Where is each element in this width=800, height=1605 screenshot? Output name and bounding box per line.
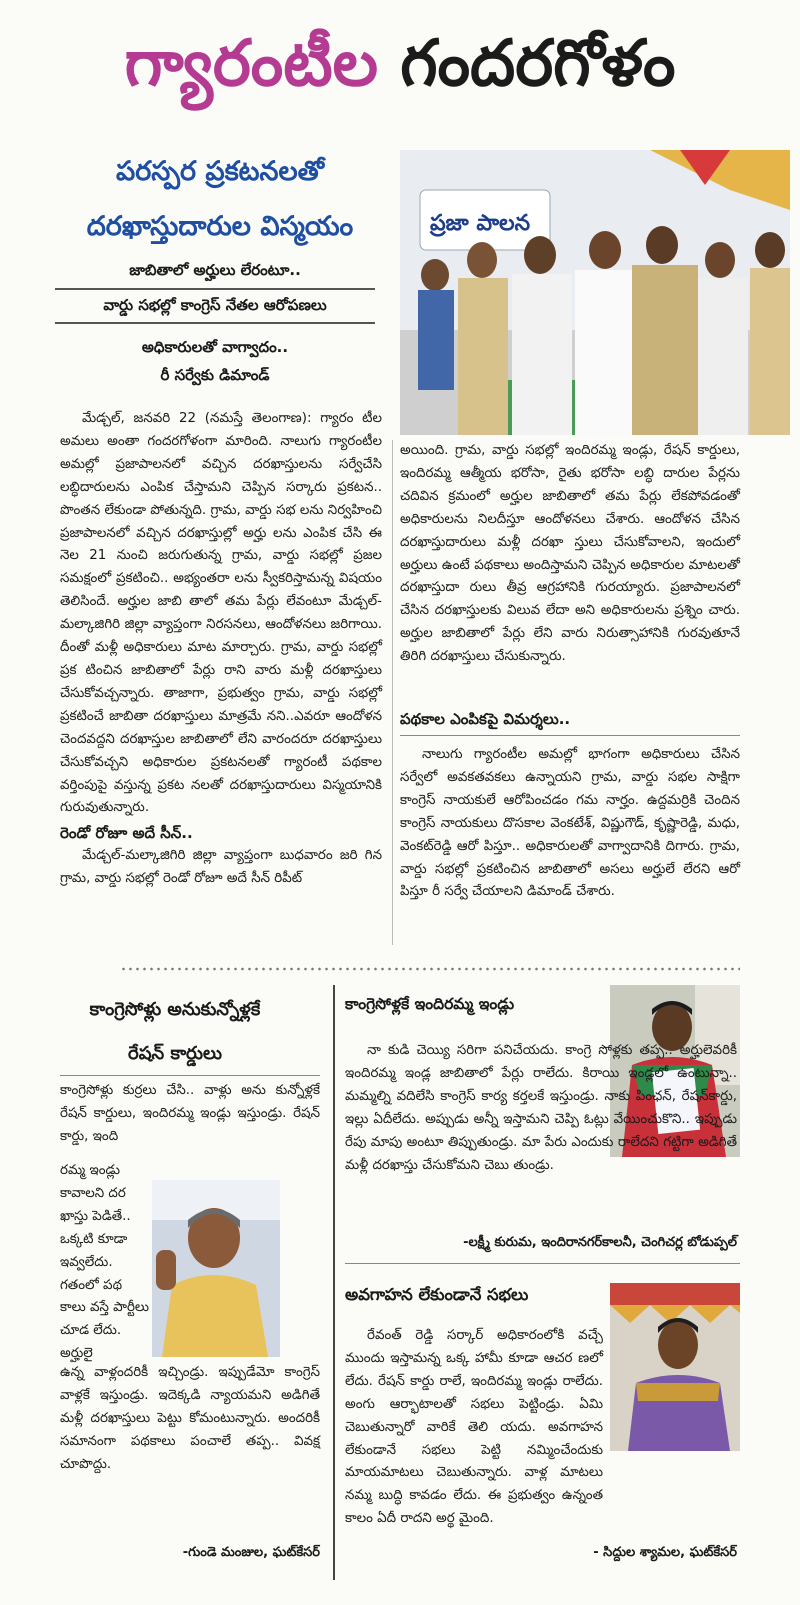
deck-line3: అధికారులతో వాగ్వాదం.. [141, 338, 289, 356]
box-divider [333, 985, 335, 1580]
box1-photo [152, 1180, 280, 1357]
article-paragraph: మేడ్చల్-మల్కాజిగిరి జిల్లా వ్యాప్తంగా బుధవారం జరి గిన గ్రామ, వార్డు సభల్లో రెండో రోజూ అదే సీన్ రిపీట్ [60, 848, 382, 887]
deck-line4: రీ సర్వేకు డిమాండ్ [160, 366, 270, 384]
article-column-2b [400, 744, 740, 904]
headline-part2: గందరగోళం [400, 27, 676, 101]
box1-text-narrow: రమ్మ ఇండ్లు కావాలని దర ఖాస్తు పెడితే.. ఒక్కటి కూడా ఇవ్వలేదు. గతంలో పథ కాలు వస్తే పార్టీలు చూడ లేదు. అర్హులై [60, 1163, 150, 1362]
box1-divider [60, 1075, 320, 1076]
box3-text [345, 1325, 603, 1531]
section-heading: పథకాల ఎంపికపై విమర్శలు.. [400, 710, 571, 728]
box1-text-top: కాంగ్రెసోళ్లు కుర్రలు చేసి.. వాళ్లు అను కున్నోళ్లకే రేషన్ కార్డులు, ఇందిరమ్మ ఇండ్లు ఇస్తుండ్రు. రేషన్ కార్డు, ఇంది [60, 1083, 320, 1144]
box3-title: అవగాహన లేకుండానే సభలు [345, 1285, 529, 1304]
box1-title-line2: రేషన్ కార్డులు [128, 1043, 222, 1064]
box1-signature: -గుండె మంజుల, ఘట్‌కేసర్ [182, 1545, 320, 1560]
subhead-line2: దరఖాస్తుదారుల విస్మయం [86, 211, 354, 242]
event-photo [400, 150, 790, 435]
box3-paragraph: రేవంత్ రెడ్డి సర్కార్ అధికారంలోకి వచ్చే ముందు ఇస్తామన్న ఒక్క హామీ కూడా ఆచర ణలో లేదు. రేషన్ కార్డు రాలే, ఇందిరమ్మ ఇండ్లు రాలేదు. అంగు ఆర్భాటాలతో సభలు పెట్టిండ్రు. ఏమి చెబుతున్నారో వారికే తెలి యదు. అవగాహన లేకుండానే సభలు పెట్టి నమ్మించేందుకు మాయమాటలు చెబుతున్నారు. వాళ్ల మాటలు నమ్మ బుద్ధి కావడం లేదు. ఈ ప్రభుత్వం ఉన్నంత కాలం ఏదీ రాదని అర్థ మైంది. [345, 1328, 603, 1527]
article-paragraph: అయింది. గ్రామ, వార్డు సభల్లో ఇందిరమ్మ ఇండ్లు, రేషన్ కార్డులు, ఇందిరమ్మ ఆత్మీయ భరోసా, రైతు భరోసా లబ్ధి దారుల పేర్లను చదివిన క్రమంలో అర్హుల జాబితాలో తమ పేర్లు లేకపోవడంతో అధికారులను నిలదీస్తూ ఆందోళనలు చేశారు. ఆందోళన చేసిన దరఖాస్తుదారులు మళ్లీ దరఖా స్తులు చేసుకోవాలని, ఇందులో అర్హులు ఉంటే పథకాలు అందిస్తామని చెప్పిన అధికారుల మాటలతో దరఖాస్తుదా రులు తీవ్ర ఆగ్రహానికి గురయ్యారు. ప్రజాపాలనలో చేసిన దరఖాస్తులకు విలువ లేదా అని అధికారులను ప్రశ్నిం చారు. అర్హుల జాబితాలో పేర్లు లేని వారు నిరుత్సాహానికి గురవుతూనే తిరిగి దరఖాస్తులు చేసుకున్నారు. [400, 443, 740, 665]
article-column-1 [60, 408, 382, 891]
article-paragraph: మేడ్చల్, జనవరి 22 (నమస్తే తెలంగాణ): గ్యారం టీల అమలు అంతా గందరగోళంగా మారింది. నాలుగు గ్యారంటీల అమల్లో ప్రజాపాలనలో వచ్చిన దరఖాస్తులను సర్వేచేసి లబ్ధిదారులను ఎంపిక చేస్తామని చెప్పిన సర్కారు ప్రకటన.. పొంతన లేకుండా పోతున్నది. గ్రామ, వార్డు సభ లను నిర్వహించి ప్రజాపాలనలో వచ్చిన దరఖాస్తుల్లో అర్హు లను ఎంపిక చేసి ఈ నెల 21 నుంచి జరుగుతున్న గ్రామ, వార్డు సభల్లో ప్రజల సమక్షంలో ప్రకటించి.. అభ్యంతరా లను స్వీకరిస్తామన్న విషయం తెలిసిందే. అర్హుల జాబి తాలో తమ పేర్లు లేవంటూ మేడ్చల్-మల్కాజిగిరి జిల్లా వ్యాప్తంగా నిరసనలు, ఆందోళనలు జరిగాయి. దీంతో మళ్లీ అధికారులు మాట మార్చారు. గ్రామ, వార్డు సభల్లో ప్రక టించిన జాబితాలో పేర్లు రాని వారు మళ్లీ దరఖాస్తులు చేసుకోవచ్చన్నారు. తాజాగా, ప్రభుత్వం గ్రామ, వార్డు సభల్లో ప్రకటించే జాబితా దరఖాస్తులు మాత్రమే నని..ఎవరూ ఆందోళన చెందవద్దని దరఖాస్తుల జాబితాలో లేని వారందరూ దరఖాస్తులు చేసుకోవచ్చని అధికారుల ప్రకటనలతో గ్యారంటీ పథకాల వర్తింపుపై వస్తున్న ప్రకట నలతో దరఖాస్తుదారులు విస్మయానికి గురువుతున్నారు. [60, 411, 382, 816]
box-divider-horizontal [345, 1263, 740, 1264]
box3-photo [610, 1283, 740, 1451]
box2-title: కాంగ్రెసోళ్లకే ఇందిరమ్మ ఇండ్లు [345, 995, 515, 1013]
article-paragraph: నాలుగు గ్యారంటీల అమల్లో భాగంగా అధికారులు చేసిన సర్వేలో అవకతవకలు ఉన్నాయని గ్రామ, వార్డు సభల సాక్షిగా కాంగ్రెస్ నాయకులే ఆరోపించడం గమ నార్హం. ఉద్దమర్రికి చెందిన కాంగ్రెస్ నాయకులు దొసకాల వెంకటేశ్, విష్ణుగౌడ్, కృష్ణారెడ్డి, మధు, వెంకట్‌రెడ్డి ఆరో పిస్తూ.. అధికారులతో వాగ్వాదానికి దిగారు. గ్రామ, వార్డు సభల్లో ప్రకటించిన జాబితాలో అసలు అర్హులే లేరని ఆరో పిస్తూ రీ సర్వే చేయాలని డిమాండ్ చేశారు. [400, 747, 740, 900]
box2-paragraph: నా కుడి చెయ్యి సరిగా పనిచేయదు. కాంగ్రె సోళ్లకు తప్ప.. అర్హులెవరికీ ఇందిరమ్మ ఇండ్ల జాబితాలో పేర్లు రాలేదు. కిరాయి ఇండ్లలో ఉంటున్నా.. మమ్మల్ని వదిలేసి కాంగ్రెస్ కార్య కర్తలకే ఇస్తుండ్రు. నాకు పింఛన్, రేషన్‌కార్డు, ఇల్లు ఏదీలేదు. అప్పుడు అన్నీ ఇస్తామని చెప్పి ఓట్లు వేయించుకొని.. ఇప్పుడు రేపు మాపు అంటూ తిప్పుతుండ్రు. మా పేరు ఎందుకు రాలేదని గట్టిగా అడిగితే మళ్లీ దరఖాస్తు చేసుకోమని చెబు తుండ్రు. [345, 1043, 737, 1173]
deck-line1: జాబితాలో అర్హులు లేరంటూ.. [129, 261, 301, 279]
main-headline [0, 18, 800, 110]
deck-line2: వార్డు సభల్లో కాంగ్రెస్ నేతల ఆరోపణలు [103, 296, 327, 314]
box2-text [345, 1040, 737, 1177]
deck-divider [55, 322, 375, 324]
column-divider [392, 440, 393, 945]
deck-divider [55, 288, 375, 290]
event-photo-illustration [400, 150, 790, 435]
banner-text: ప్రజా పాలన [430, 211, 531, 236]
subhead-line1: పరస్పర ప్రకటనలతో [116, 156, 324, 187]
article-subsection-heading: రెండో రోజూ అదే సీన్.. [60, 824, 193, 843]
article-column-2 [400, 440, 740, 669]
box2-signature: -లక్ష్మీ కురుమ, ఇందిరానగర్‌కాలనీ, చెంగిచర్ల బోడుప్పల్ [463, 1235, 737, 1250]
headline-part1: గ్యారంటీల [124, 27, 379, 101]
section-divider [400, 735, 740, 736]
section-separator [120, 967, 740, 971]
box1-title-line1: కాంగ్రెసోళ్లు అనుకున్నోళ్లకే [89, 999, 261, 1020]
box1-text-bottom: ఉన్న వాళ్లందరికీ ఇచ్చిండ్రు. ఇప్పుడేమో కాంగ్రెస్ వాళ్లకే ఇస్తుండ్రు. ఇదెక్కడి న్యాయమని అడిగితే మళ్లీ దరఖాస్తులు పెట్టు కోమంటున్నారు. అందరికీ సమానంగా పథకాలు పంచాలే తప్ప.. వివక్ష చూపొద్దు. [60, 1365, 320, 1472]
box3-signature: - సిద్దుల శ్యామల, ఘట్‌కేసర్ [593, 1545, 737, 1560]
